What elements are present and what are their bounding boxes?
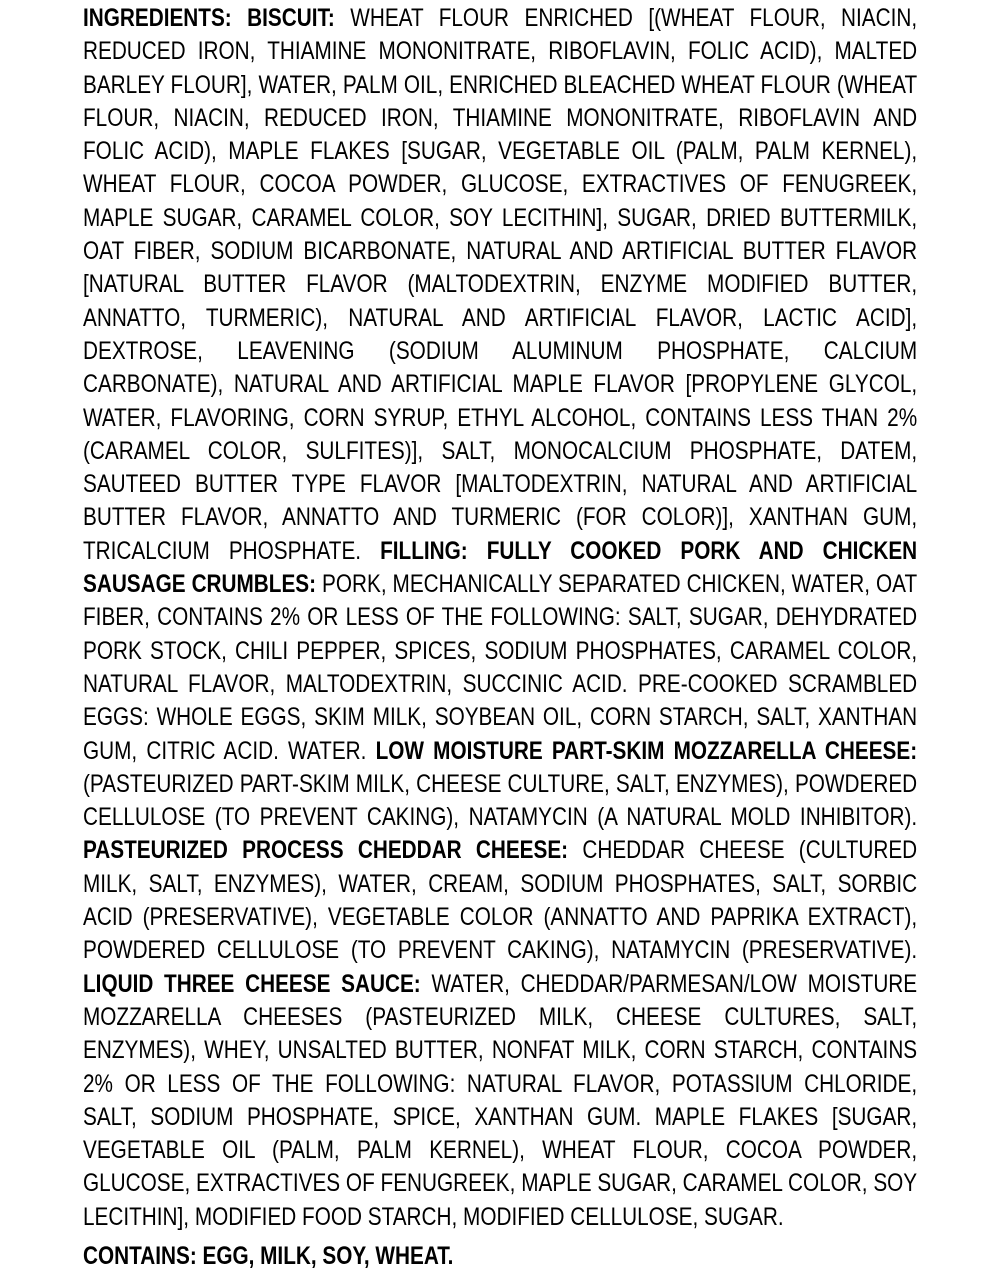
biscuit-ingredients: WHEAT FLOUR ENRICHED [(WHEAT FLOUR, NIACIN, REDUCED IRON, THIAMINE MONONITRATE, RIBOFLAVIN, FOLIC ACID), MALTED BARLEY FLOUR], WATER, PALM OIL, ENRICHED BLEACHED WHEAT FLOUR (WHEAT FLOUR, NIACIN, REDUCED IRON, THIAMINE MONONITRATE, RIBOFLAVIN AND FOLIC ACID), MAPLE FLAKES [SUGAR, VEGETABLE OIL (PALM, PALM KERNEL), WHEAT FLOUR, COCOA POWDER, GLUCOSE, EXTRACTIVES OF FENUGREEK, MAPLE SUGAR, CARAMEL COLOR, SOY LECITHIN], SUGAR, DRIED BUTTERMILK, OAT FIBER, SODIUM BICARBONATE, NATURAL AND ARTIFICIAL BUTTER FLAVOR [NATURAL BUTTER FLAVOR (MALTODEXTRIN, ENZYME MODIFIED BUTTER, ANNATTO, TURMERIC), NATURAL AND ARTIFICIAL FLAVOR, LACTIC ACID], DEXTROSE, LEAVENING (SODIUM ALUMINUM PHOSPHATE, CALCIUM CARBONATE), NATURAL AND ARTIFICIAL MAPLE FLAVOR [PROPYLENE GLYCOL, WATER, FLAVORING, CORN SYRUP, ETHYL ALCOHOL, CONTAINS LESS THAN 2% (CARAMEL COLOR, SULFITES)], SALT, MONOCALCIUM PHOSPHATE, DATEM, SAUTEED BUTTER TYPE FLAVOR [MALTODEXTRIN, NATURAL AND ARTIFICIAL BUTTER FLAVOR, ANNATTO AND TURMERIC (FOR COLOR)], XANTHAN GUM, TRICALCIUM PHOSPHATE. (83, 4, 918, 565)
filling-ingredients: PORK, MECHANICALLY SEPARATED CHICKEN, WATER, OAT FIBER, CONTAINS 2% OR LESS OF THE FOLLOWING: SALT, SUGAR, DEHYDRATED PORK STOCK, CHILI PEPPER, SPICES, SODIUM PHOSPHATES, CARAMEL COLOR, NATURAL FLAVOR, MALTODEXTRIN, SUCCINIC ACID. PRE-COOKED SCRAMBLED EGGS: WHOLE EGGS, SKIM MILK, SOYBEAN OIL, CORN STARCH, SALT, XANTHAN GUM, CITRIC ACID. WATER. (83, 570, 918, 765)
ingredients-heading: INGREDIENTS: BISCUIT: (83, 4, 335, 32)
sauce-heading: LIQUID THREE CHEESE SAUCE: (83, 969, 421, 998)
cheddar-ingredients: CHEDDAR CHEESE (CULTURED MILK, SALT, ENZYMES), WATER, CREAM, SODIUM PHOSPHATES, SALT, SORBIC ACID (PRESERVATIVE), VEGETABLE COLOR (ANNATTO AND PAPRIKA EXTRACT), POWDERED CELLULOSE (TO PREVENT CAKING), NATAMYCIN (PRESERVATIVE). (83, 836, 918, 965)
ingredients-paragraph (83, 2, 917, 1234)
filling-heading: FILLING: FULLY COOKED PORK AND CHICKEN SAUSAGE CRUMBLES: (83, 536, 918, 599)
mozzarella-ingredients: (PASTEURIZED PART-SKIM MILK, CHEESE CULTURE, SALT, ENZYMES), POWDERED CELLULOSE (TO PREVENT CAKING), NATAMYCIN (A NATURAL MOLD INHIBITOR). (83, 769, 918, 832)
mozzarella-heading: LOW MOISTURE PART-SKIM MOZZARELLA CHEESE: (375, 736, 918, 765)
cheddar-heading: PASTEURIZED PROCESS CHEDDAR CHEESE: (83, 836, 569, 865)
allergen-paragraph (83, 1240, 917, 1273)
sauce-ingredients: WATER, CHEDDAR/PARMESAN/LOW MOISTURE MOZZARELLA CHEESES (PASTEURIZED MILK, CHEESE CULTURES, SALT, ENZYMES), WHEY, UNSALTED BUTTER, NONFAT MILK, CORN STARCH, CONTAINS 2% OR LESS OF THE FOLLOWING: NATURAL FLAVOR, POTASSIUM CHLORIDE, SALT, SODIUM PHOSPHATE, SPICE, XANTHAN GUM. MAPLE FLAKES [SUGAR, VEGETABLE OIL (PALM, PALM KERNEL), WHEAT FLOUR, COCOA POWDER, GLUCOSE, EXTRACTIVES OF FENUGREEK, MAPLE SUGAR, CARAMEL COLOR, SOY LECITHIN], MODIFIED FOOD STARCH, MODIFIED CELLULOSE, SUGAR. (83, 969, 918, 1231)
ingredient-label (83, 2, 917, 1273)
allergen-statement: CONTAINS: EGG, MILK, SOY, WHEAT. (83, 1241, 454, 1270)
